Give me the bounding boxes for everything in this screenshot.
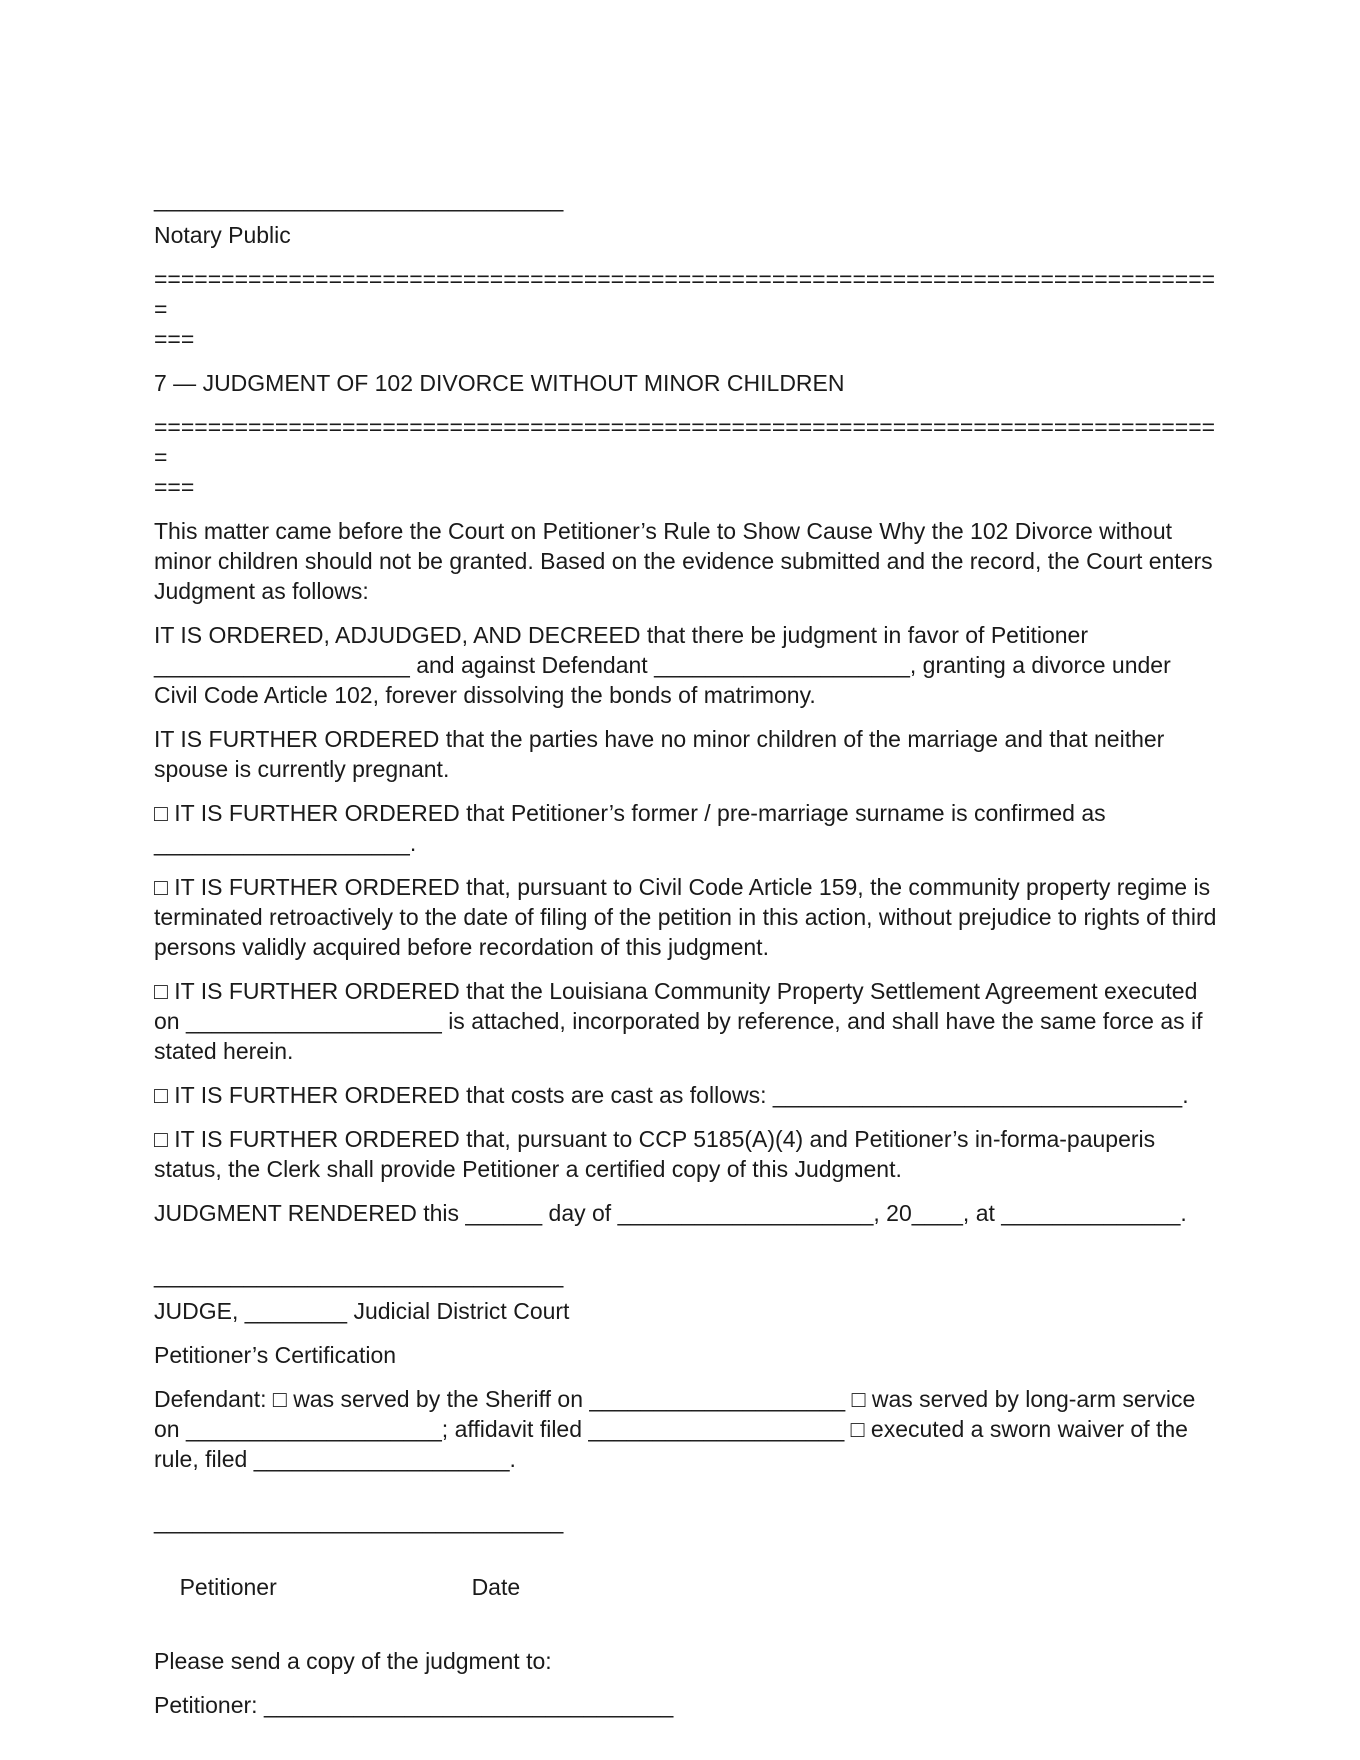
- petitioner-date-row: [154, 1542, 1220, 1632]
- section-title: 7 — JUDGMENT OF 102 DIVORCE WITHOUT MINOR CHILDREN: [154, 370, 845, 396]
- send-copy-text: Please send a copy of the judgment to:: [154, 1648, 552, 1674]
- petitioner-label: Petitioner: [179, 1574, 277, 1600]
- judge-label: JUDGE, ________ Judicial District Court: [154, 1298, 570, 1324]
- judge-signature-line: ________________________________: [154, 1262, 564, 1288]
- ordered-certified-copy-paragraph: □ IT IS FURTHER ORDERED that, pursuant to CCP 5185(A)(4) and Petitioner’s in-forma-pauperis status, the Clerk shall provide Petitioner a certified copy of this Judgment.: [154, 1126, 1162, 1182]
- petitioner-signature-line: ________________________________: [154, 1508, 564, 1534]
- separator-bottom: ================================================================================ ===: [154, 414, 1216, 500]
- ordered-no-children-paragraph: IT IS FURTHER ORDERED that the parties have no minor children of the marriage and that neither spouse is currently pregnant.: [154, 726, 1171, 782]
- certification-paragraph: Defendant: □ was served by the Sheriff on ____________________ □ was served by long-arm service on ____________________; affidavit filed ____________________ □ executed a sworn waiver of the rule, filed ____________________.: [154, 1386, 1202, 1472]
- date-label: Date: [471, 1574, 521, 1600]
- petitioner-address-line: Petitioner: ________________________________: [154, 1692, 674, 1718]
- ordered-judgment-paragraph: IT IS ORDERED, ADJUDGED, AND DECREED that there be judgment in favor of Petitioner ____________________ and against Defendant ____________________, granting a divorce under Civil Code Article 102, forever dissolving the bonds of matrimony.: [154, 622, 1178, 708]
- ordered-settlement-agreement-paragraph: □ IT IS FURTHER ORDERED that the Louisiana Community Property Settlement Agreement executed on ____________________ is attached, incorporated by reference, and shall have the same force as if stated herein.: [154, 978, 1209, 1064]
- notary-label: Notary Public: [154, 222, 291, 248]
- ordered-community-property-paragraph: □ IT IS FURTHER ORDERED that, pursuant to Civil Code Article 159, the community property regime is terminated retroactively to the date of filing of the petition in this action, without prejudice to rights of third persons validly acquired before recordation of this judgment.: [154, 874, 1223, 960]
- intro-paragraph: This matter came before the Court on Petitioner’s Rule to Show Cause Why the 102 Divorce without minor children should not be granted. Based on the evidence submitted and the record, the Court enters Judgment as follows:: [154, 518, 1220, 604]
- separator-top: ================================================================================ ===: [154, 266, 1216, 352]
- ordered-surname-paragraph: □ IT IS FURTHER ORDERED that Petitioner’s former / pre-marriage surname is confirmed as ____________________.: [154, 800, 1113, 856]
- judgment-rendered-line: JUDGMENT RENDERED this ______ day of ____________________, 20____, at ______________.: [154, 1200, 1187, 1226]
- ordered-costs-paragraph: □ IT IS FURTHER ORDERED that costs are cast as follows: ________________________________.: [154, 1082, 1189, 1108]
- certification-title: Petitioner’s Certification: [154, 1342, 397, 1368]
- notary-signature-line: ________________________________: [154, 186, 564, 212]
